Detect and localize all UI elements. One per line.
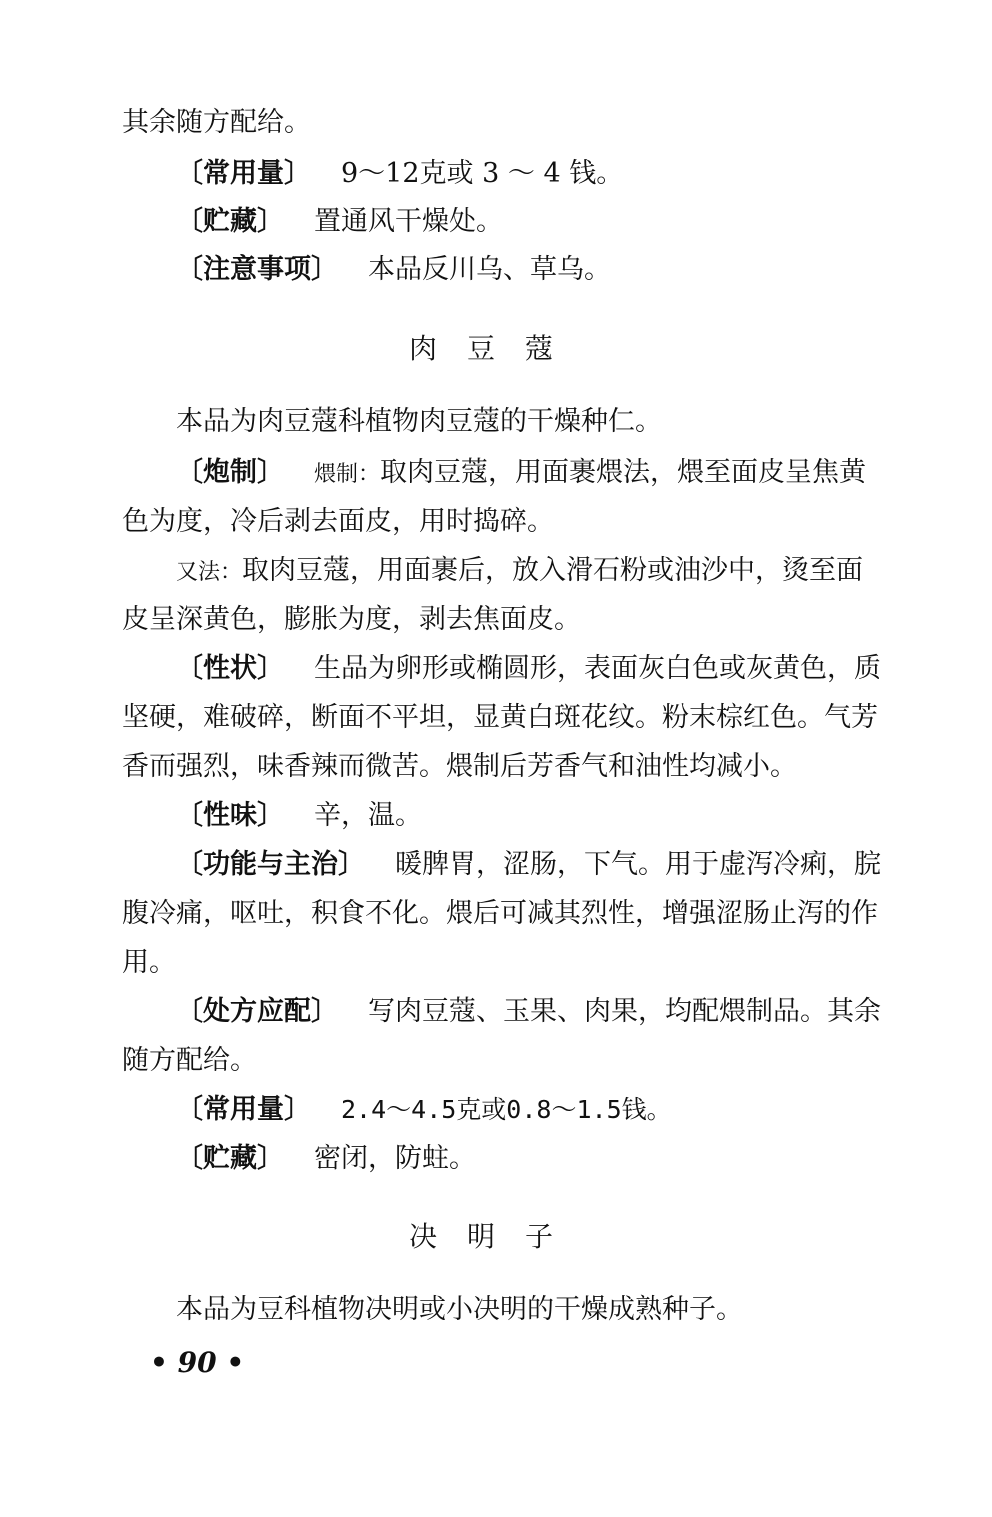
intro-paragraph: 本品为肉豆蔻科植物肉豆蔻的干燥种仁。 <box>176 406 662 437</box>
text-line: 用。 <box>122 947 176 978</box>
processing-entry <box>176 456 866 492</box>
text-line: 腹冷痛，呕吐，积食不化。煨后可减其烈性，增强涩肠止泻的作 <box>122 898 878 929</box>
entry-text: 生品为卵形或椭圆形，表面灰白色或灰黄色，质 <box>314 653 881 684</box>
entry-label: 〔贮藏〕 <box>176 1143 284 1174</box>
prescription-entry <box>176 995 881 1029</box>
entry-text: 本品反川乌、草乌。 <box>368 254 611 285</box>
caution-entry <box>176 253 611 287</box>
storage-entry <box>176 1142 476 1176</box>
entry-label: 〔贮藏〕 <box>176 206 284 237</box>
text-line: 随方配给。 <box>122 1045 257 1076</box>
entry-label: 〔功能与主治〕 <box>176 849 365 880</box>
entry-label: 〔性味〕 <box>176 800 284 831</box>
entry-label: 〔炮制〕 <box>176 457 284 488</box>
taste-entry <box>176 799 422 833</box>
alt-method-entry <box>176 554 863 590</box>
entry-label: 〔性状〕 <box>176 653 284 684</box>
dosage-entry <box>176 1093 672 1127</box>
dosage-entry <box>176 157 623 191</box>
entry-label: 〔常用量〕 <box>176 158 311 189</box>
character-entry <box>176 652 881 686</box>
entry-text: 2.4～4.5克或0.8～1.5钱。 <box>341 1095 672 1124</box>
section-title: 决明子 <box>408 1220 583 1253</box>
storage-entry <box>176 205 503 239</box>
entry-text: 写肉豆蔻、玉果、肉果，均配煨制品。其余 <box>368 996 881 1027</box>
sub-label: 煨制： <box>314 462 381 487</box>
function-entry <box>176 848 881 882</box>
intro-paragraph: 本品为豆科植物决明或小决明的干燥成熟种子。 <box>176 1294 743 1325</box>
entry-text: 取肉豆蔻，用面裹后，放入滑石粉或油沙中，烫至面 <box>242 555 864 586</box>
entry-label: 〔处方应配〕 <box>176 996 338 1027</box>
entry-label: 〔注意事项〕 <box>176 254 338 285</box>
entry-text: 密闭，防蛀。 <box>314 1143 476 1174</box>
text-line: 坚硬，难破碎，断面不平坦，显黄白斑花纹。粉末棕红色。气芳 <box>122 702 878 733</box>
entry-text: 取肉豆蔻，用面裹煨法，煨至面皮呈焦黄 <box>380 457 867 488</box>
entry-text: 9～12克或 3 ～ 4 钱。 <box>341 158 624 189</box>
section-title: 肉豆蔻 <box>408 332 583 365</box>
sub-label: 又法： <box>176 560 243 585</box>
entry-text: 暖脾胃，涩肠，下气。用于虚泻冷痢，脘 <box>395 849 881 880</box>
paragraph-text: 其余随方配给。 <box>122 107 311 138</box>
text-line <box>122 106 311 140</box>
text-line: 色为度，冷后剥去面皮，用时捣碎。 <box>122 506 554 537</box>
text-line: 香而强烈，味香辣而微苦。煨制后芳香气和油性均减小。 <box>122 751 797 782</box>
page-number: • 90 • <box>150 1346 245 1379</box>
entry-text: 辛，温。 <box>314 800 422 831</box>
entry-text: 置通风干燥处。 <box>314 206 503 237</box>
entry-label: 〔常用量〕 <box>176 1094 311 1125</box>
text-line: 皮呈深黄色，膨胀为度，剥去焦面皮。 <box>122 604 581 635</box>
